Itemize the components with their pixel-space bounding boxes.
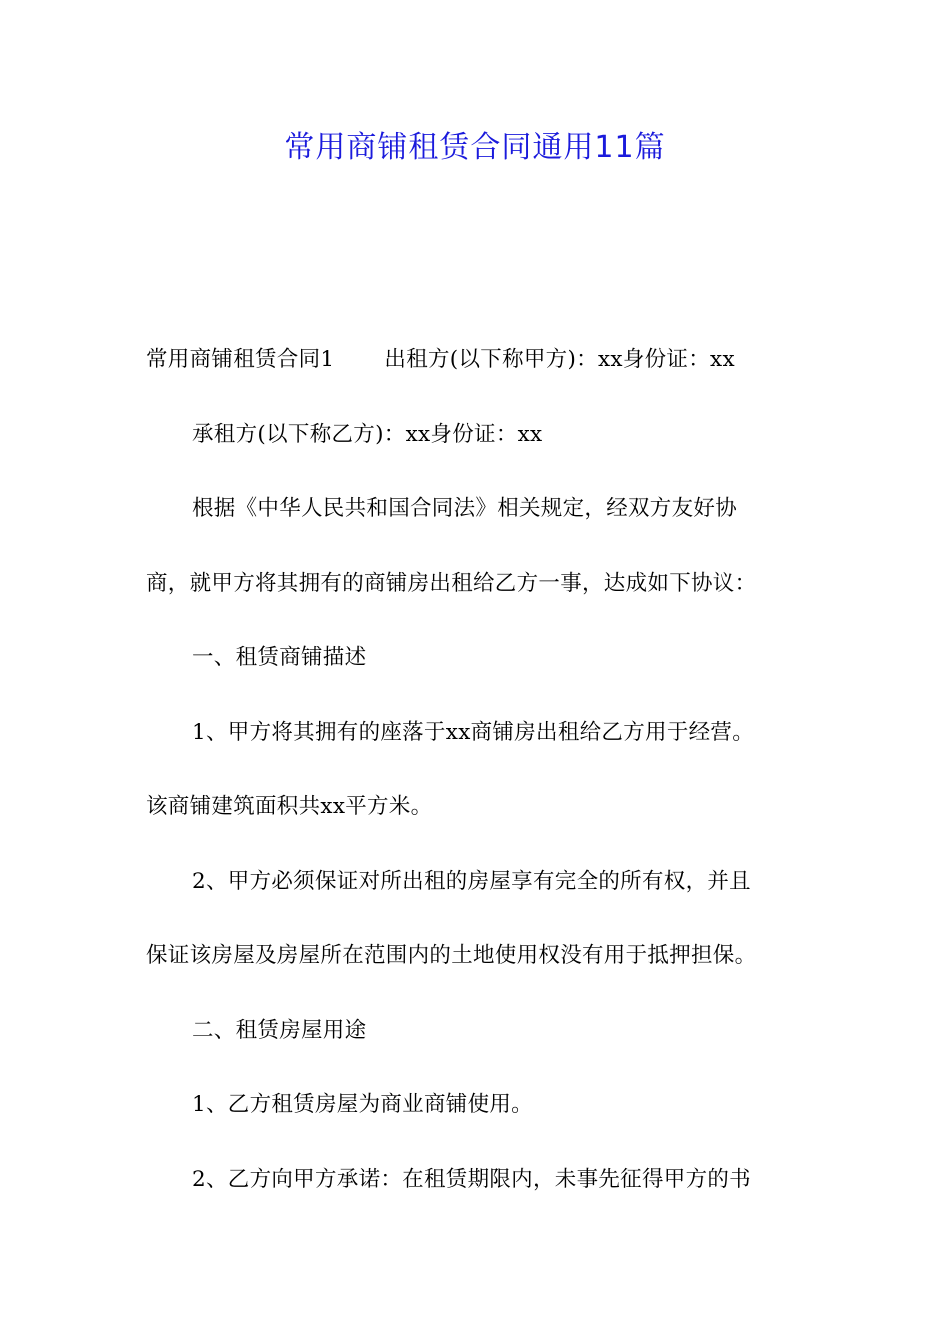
lessee-info: 承租方(以下称乙方)：xx身份证：xx <box>192 422 543 447</box>
body-line-7: 该商铺建筑面积共xx平方米。 <box>146 794 433 819</box>
lessor-info: 出租方(以下称甲方)：xx身份证：xx <box>384 347 735 372</box>
body-line-12: 2、乙方向甲方承诺：在租赁期限内，未事先征得甲方的书 <box>192 1167 751 1192</box>
section-heading-1: 一、租赁商铺描述 <box>192 645 367 670</box>
section-heading-2: 二、租赁房屋用途 <box>192 1018 367 1043</box>
body-line-4: 商，就甲方将其拥有的商铺房出租给乙方一事，达成如下协议： <box>146 571 757 596</box>
document-title: 常用商铺租赁合同通用11篇 <box>284 130 666 165</box>
body-line-3: 根据《中华人民共和国合同法》相关规定，经双方友好协 <box>192 496 738 521</box>
contract-heading: 常用商铺租赁合同1 <box>146 347 335 372</box>
body-line-8: 2、甲方必须保证对所出租的房屋享有完全的所有权，并且 <box>192 869 751 894</box>
body-line-6: 1、甲方将其拥有的座落于xx商铺房出租给乙方用于经营。 <box>192 720 755 745</box>
body-line-1 <box>146 345 735 375</box>
body-line-11: 1、乙方租赁房屋为商业商铺使用。 <box>192 1092 533 1117</box>
body-line-9: 保证该房屋及房屋所在范围内的土地使用权没有用于抵押担保。 <box>146 943 757 968</box>
